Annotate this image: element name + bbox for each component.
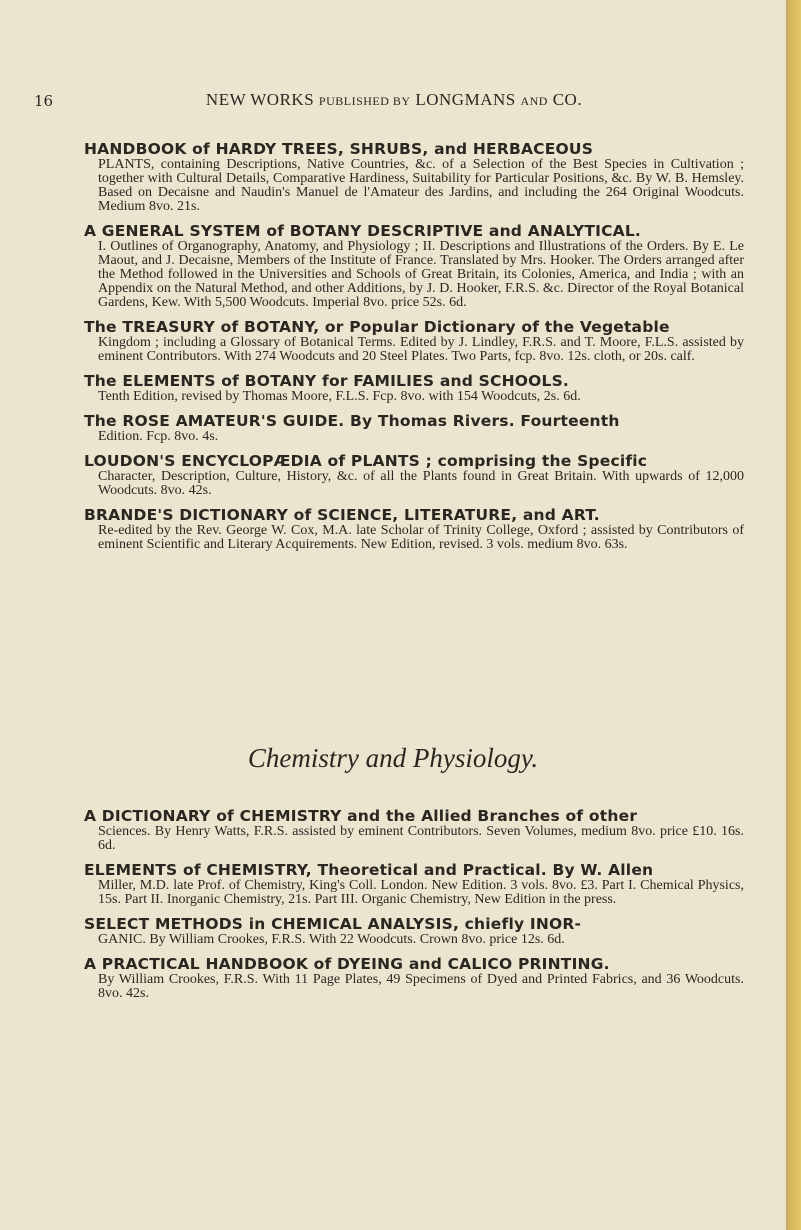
entry-title: LOUDON'S ENCYCLOPÆDIA of PLANTS ; comprising the Specific: [84, 452, 648, 470]
running-head-part: PUBLISHED BY: [318, 94, 411, 108]
entry-title: SELECT METHODS in CHEMICAL ANALYSIS, chiefly INOR-: [84, 915, 582, 933]
entry-description: Character, Description, Culture, History, &c. of all the Plants found in Great Britain. With upwards of 12,000 Woodcuts. 8vo. 42s.: [98, 469, 744, 498]
entry-title: The ELEMENTS of BOTANY for FAMILIES and SCHOOLS.: [84, 372, 570, 390]
book-entry: [84, 955, 744, 1001]
entry-title: The TREASURY of BOTANY, or Popular Dictionary of the Vegetable: [84, 318, 670, 336]
book-entry: [84, 318, 744, 364]
book-entry: [84, 372, 744, 404]
entry-description: I. Outlines of Organography, Anatomy, and Physiology ; II. Descriptions and Illustrations of the Orders. By E. Le Maout, and J. Decaisne, Members of the Institute of France. Translated by Mrs. Hooker. The Orders arranged after the Method followed in the Universities and Schools of Great Britain, its Colonies, America, and India ; with an Appendix on the Natural Method, and other Additions, by J. D. Hooker, F.R.S. &c. Director of the Royal Botanical Gardens, Kew. With 5,500 Woodcuts. Imperial 8vo. price 52s. 6d.: [98, 239, 744, 310]
book-entry: [84, 452, 744, 498]
entry-description: By William Crookes, F.R.S. With 11 Page Plates, 49 Specimens of Dyed and Printed Fabrics, and 36 Woodcuts. 8vo. 42s.: [98, 972, 744, 1001]
entry-title: ELEMENTS of CHEMISTRY, Theoretical and Practical. By W. Allen: [84, 861, 654, 879]
page-header: [34, 90, 754, 118]
book-entry: [84, 222, 744, 310]
entry-title: A DICTIONARY of CHEMISTRY and the Allied Branches of other: [84, 807, 638, 825]
entry-description: Miller, M.D. late Prof. of Chemistry, King's Coll. London. New Edition. 3 vols. 8vo. £3. Part I. Chemical Physics, 15s. Part II. Inorganic Chemistry, 21s. Part III. Organic Chemistry, New Edition in the press.: [98, 878, 744, 907]
entry-description: Tenth Edition, revised by Thomas Moore, F.L.S. Fcp. 8vo. with 154 Woodcuts, 2s. 6d.: [98, 389, 581, 404]
gilded-page-edge: [786, 0, 801, 1230]
entry-title: A PRACTICAL HANDBOOK of DYEING and CALICO PRINTING.: [84, 955, 610, 973]
book-entry: [84, 915, 744, 947]
entry-description: Re-edited by the Rev. George W. Cox, M.A. late Scholar of Trinity College, Oxford ; assisted by Contributors of eminent Scientific and Literary Acquirements. New Edition, revised. 3 vols. medium 8vo. 63s.: [98, 523, 744, 552]
book-entry: [84, 861, 744, 907]
chemistry-entries: [84, 807, 744, 1009]
entry-description: Kingdom ; including a Glossary of Botanical Terms. Edited by J. Lindley, F.R.S. and T. Moore, F.L.S. assisted by eminent Contributors. With 274 Woodcuts and 20 Steel Plates. Two Parts, fcp. 8vo. 12s. cloth, or 20s. calf.: [98, 335, 744, 364]
running-head-part: NEW WORKS: [205, 90, 315, 109]
running-head: [34, 90, 754, 110]
running-head-part: LONGMANS: [415, 90, 516, 109]
entry-description: Sciences. By Henry Watts, F.R.S. assisted by eminent Contributors. Seven Volumes, medium 8vo. price £10. 16s. 6d.: [98, 824, 744, 853]
book-entry: [84, 412, 744, 444]
botany-entries: [84, 140, 744, 560]
entry-description: GANIC. By William Crookes, F.R.S. With 22 Woodcuts. Crown 8vo. price 12s. 6d.: [98, 932, 565, 947]
book-entry: [84, 807, 744, 853]
running-head-part: AND: [520, 94, 548, 108]
page-number: 16: [34, 92, 54, 110]
section-heading: Chemistry and Physiology.: [247, 743, 539, 773]
entry-title: BRANDE'S DICTIONARY of SCIENCE, LITERATURE, and ART.: [84, 506, 600, 524]
entry-description: Edition. Fcp. 8vo. 4s.: [98, 429, 219, 444]
entry-title: HANDBOOK of HARDY TREES, SHRUBS, and HERBACEOUS: [84, 140, 594, 158]
running-head-part: CO.: [552, 90, 583, 109]
entry-title: A GENERAL SYSTEM of BOTANY DESCRIPTIVE and ANALYTICAL.: [84, 222, 642, 240]
entry-description: PLANTS, containing Descriptions, Native Countries, &c. of a Selection of the Best Species in Cultivation ; together with Cultural Details, Comparative Hardiness, Suitability for Particular Positions, &c. By W. B. Hemsley. Based on Decaisne and Naudin's Manuel de l'Amateur des Jardins, and including the 264 Original Woodcuts. Medium 8vo. 21s.: [98, 157, 744, 214]
entry-title: The ROSE AMATEUR'S GUIDE. By Thomas Rivers. Fourteenth: [84, 412, 620, 430]
book-entry: [84, 140, 744, 214]
book-entry: [84, 506, 744, 552]
